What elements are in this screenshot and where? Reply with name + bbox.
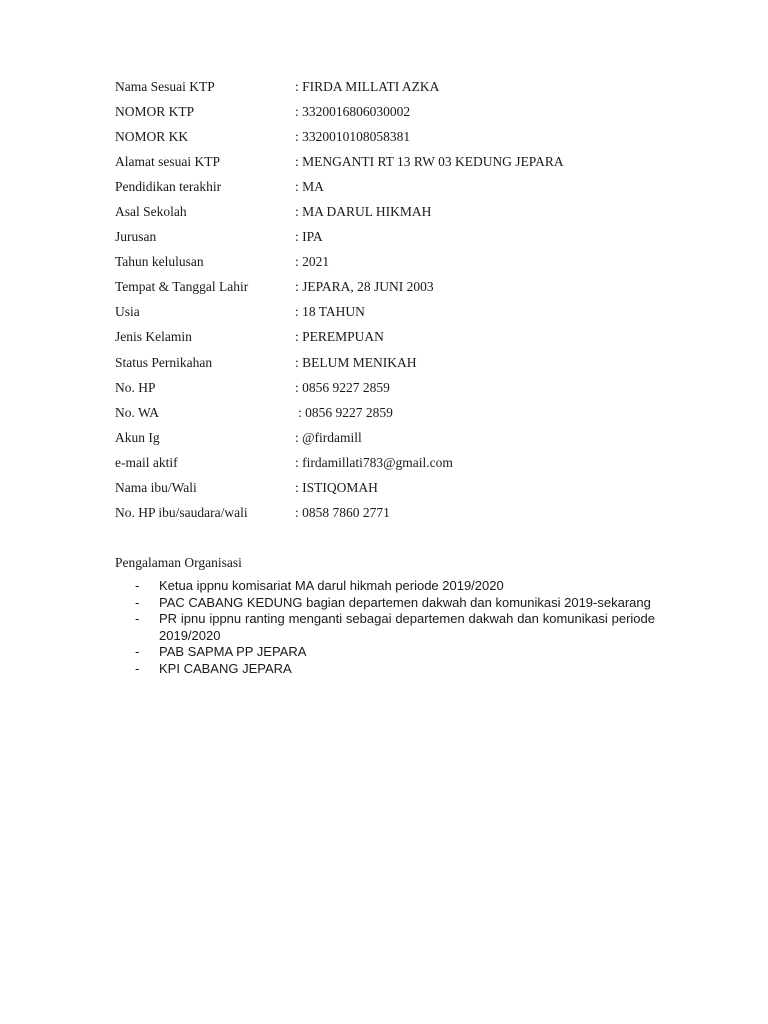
biodata-row-tahun-kelulusan [115,251,675,276]
biodata-value: : 0856 9227 2859 [295,379,390,395]
list-item-text: PAC CABANG KEDUNG bagian departemen dakwah dan komunikasi 2019-sekarang [159,594,651,610]
list-item [135,595,655,612]
biodata-label: Usia [115,304,140,320]
biodata-label: Pendidikan terakhir [115,179,222,195]
biodata-label: No. HP ibu/saudara/wali [115,504,248,520]
biodata-row-no-wa [115,402,675,427]
biodata-value: : ISTIQOMAH [295,479,378,495]
biodata-row-jenis-kelamin [115,326,675,351]
biodata-value: : @firdamill [295,429,362,445]
biodata-value: : 0858 7860 2771 [295,504,390,520]
biodata-row-nomor-kk [115,126,675,151]
biodata-value: : PEREMPUAN [295,329,384,345]
biodata-row-no-hp [115,377,675,402]
biodata-row-ttl [115,276,675,301]
biodata-value: : IPA [295,229,323,245]
biodata-row-usia [115,301,675,326]
biodata-value: : 0856 9227 2859 [298,404,393,420]
biodata-label: Status Pernikahan [115,354,213,370]
biodata-value: : MENGANTI RT 13 RW 03 KEDUNG JEPARA [295,154,564,170]
biodata-label: Alamat sesuai KTP [115,154,220,170]
biodata-row-nomor-ktp [115,101,675,126]
biodata-row-asal-sekolah [115,201,675,226]
biodata-row-email [115,452,675,477]
biodata-label: Jenis Kelamin [115,329,192,345]
biodata-label: Nama Sesuai KTP [115,79,215,94]
organisasi-list [135,578,655,677]
biodata-value: : MA [295,179,324,195]
section-heading-organisasi: Pengalaman Organisasi [115,555,242,570]
biodata-row-jurusan [115,226,675,251]
biodata-value: : JEPARA, 28 JUNI 2003 [295,279,434,295]
biodata-label: NOMOR KK [115,129,189,145]
biodata-label: Akun Ig [115,429,160,445]
biodata-row-status-pernikahan [115,352,675,377]
biodata-value: : firdamillati783@gmail.com [295,454,453,470]
list-item-text: KPI CABANG JEPARA [159,660,292,676]
list-item-text: PAB SAPMA PP JEPARA [159,644,307,659]
biodata-label: No. WA [115,404,160,420]
biodata-value: : BELUM MENIKAH [295,354,417,370]
biodata-row-pendidikan [115,176,675,201]
biodata-label: Nama ibu/Wali [115,479,197,495]
bullet-dash: - [135,644,140,659]
list-item-text: PR ipnu ippnu ranting menganti sebagai departemen dakwah dan komunikasi periode 2019/2020 [159,611,655,643]
biodata-label: Tempat & Tanggal Lahir [115,279,249,295]
list-item-text: Ketua ippnu komisariat MA darul hikmah periode 2019/2020 [159,578,504,593]
biodata-value: : 3320016806030002 [295,104,411,120]
bullet-dash: - [135,611,140,626]
biodata-label: No. HP [115,379,156,395]
biodata-row-alamat [115,151,675,176]
biodata-label: Asal Sekolah [115,204,187,220]
biodata-row-akun-ig [115,427,675,452]
biodata-value: : 2021 [295,254,330,270]
biodata-row-nama-ibu [115,477,675,502]
biodata-table [115,76,675,527]
biodata-label: Tahun kelulusan [115,254,204,270]
list-item [135,644,655,661]
bullet-dash: - [135,660,140,676]
biodata-value: : FIRDA MILLATI AZKA [295,79,440,94]
biodata-value: : 3320010108058381 [295,129,411,145]
bullet-dash: - [135,594,140,610]
list-item [135,578,655,595]
list-item [135,661,655,678]
biodata-row-no-hp-wali [115,502,675,527]
biodata-value: : 18 TAHUN [295,304,365,320]
bullet-dash: - [135,578,140,593]
biodata-value: : MA DARUL HIKMAH [295,204,432,220]
biodata-row-nama [115,76,675,101]
biodata-label: Jurusan [115,229,157,245]
biodata-label: NOMOR KTP [115,104,195,120]
biodata-label: e-mail aktif [115,454,178,470]
list-item [135,611,655,644]
